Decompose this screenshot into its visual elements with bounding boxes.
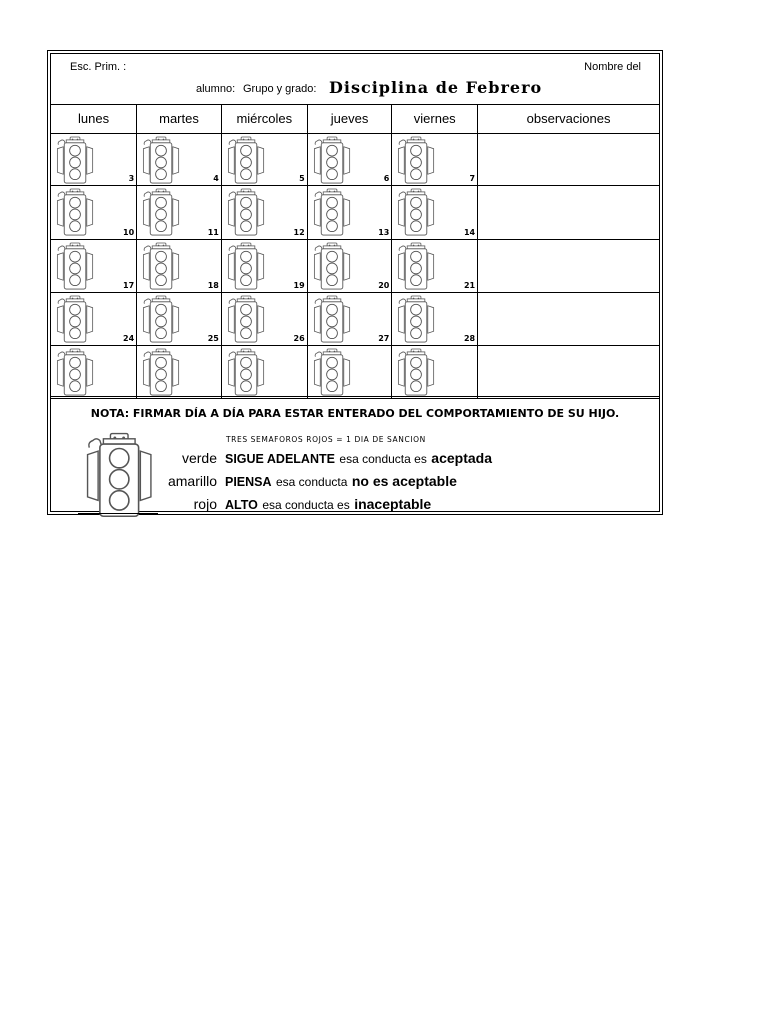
- day-cell[interactable]: [137, 346, 222, 399]
- day-cell[interactable]: [137, 240, 222, 293]
- day-number: 3: [128, 174, 135, 183]
- day-cell[interactable]: [51, 240, 137, 293]
- day-number: 18: [207, 281, 219, 290]
- observaciones-cell[interactable]: [478, 293, 659, 346]
- observaciones-cell[interactable]: [478, 134, 659, 186]
- traffic-light-icon: [225, 294, 269, 343]
- traffic-light-icon: [54, 294, 98, 343]
- esc-prim-label: Esc. Prim. :: [70, 61, 127, 73]
- traffic-light-icon: [395, 294, 439, 343]
- sheet-header: [51, 54, 659, 105]
- day-number: 17: [123, 281, 135, 290]
- legend-amarillo-color: amarillo: [167, 473, 217, 489]
- traffic-light-icon: [140, 135, 184, 184]
- legend-verde-text: SIGUE ADELANTE esa conducta es aceptada: [225, 450, 492, 466]
- day-number: 19: [293, 281, 305, 290]
- day-number: 6: [383, 174, 390, 183]
- day-cell[interactable]: [51, 346, 137, 399]
- day-cell[interactable]: [221, 134, 307, 186]
- grupo-grado-label: Grupo y grado:: [243, 83, 317, 95]
- traffic-light-icon: [311, 294, 355, 343]
- day-cell[interactable]: [392, 240, 478, 293]
- day-cell[interactable]: [392, 134, 478, 186]
- week-row: [51, 346, 659, 399]
- traffic-light-icon: [311, 347, 355, 396]
- day-number: 27: [378, 334, 390, 343]
- day-number: 20: [378, 281, 390, 290]
- page-title: Disciplina de Febrero: [329, 78, 543, 97]
- traffic-light-icon: [225, 187, 269, 236]
- day-cell[interactable]: [307, 186, 392, 240]
- alumno-label: alumno:: [196, 83, 236, 95]
- legend-amarillo-text: PIENSA esa conducta no es aceptable: [225, 473, 457, 489]
- week-row: [51, 293, 659, 346]
- day-cell[interactable]: [221, 293, 307, 346]
- column-header-row: [51, 104, 659, 134]
- day-number: 5: [299, 174, 305, 183]
- day-number: 25: [207, 334, 219, 343]
- day-number: 11: [207, 228, 219, 237]
- day-cell[interactable]: [392, 186, 478, 240]
- sancion-text: TRES SEMAFOROS ROJOS = 1 DIA DE SANCION: [226, 435, 426, 444]
- traffic-light-icon: [54, 187, 98, 236]
- day-cell[interactable]: [392, 293, 478, 346]
- calendar-table: [51, 104, 659, 399]
- traffic-light-icon: [140, 241, 184, 290]
- col-observaciones: observaciones: [478, 104, 659, 134]
- day-number: 28: [463, 334, 476, 343]
- traffic-light-icon: [54, 347, 98, 396]
- traffic-light-icon: [54, 241, 98, 290]
- day-cell[interactable]: [137, 293, 222, 346]
- discipline-sheet: [47, 50, 663, 515]
- legend-verde-color: verde: [181, 450, 217, 466]
- traffic-light-icon: [140, 347, 184, 396]
- day-cell[interactable]: [307, 346, 392, 399]
- traffic-light-icon: [225, 347, 269, 396]
- col-miercoles: miércoles: [221, 104, 307, 134]
- week-row: [51, 186, 659, 240]
- nota-text: NOTA: FIRMAR DÍA A DÍA PARA ESTAR ENTERADO DEL COMPORTAMIENTO DE SU HIJO.: [90, 407, 620, 420]
- sheet-inner-frame: [50, 53, 660, 512]
- traffic-light-icon: [395, 241, 439, 290]
- traffic-light-icon: [395, 187, 439, 236]
- traffic-light-icon: [225, 241, 269, 290]
- traffic-light-icon: [140, 294, 184, 343]
- day-number: 12: [293, 228, 305, 237]
- day-cell[interactable]: [307, 240, 392, 293]
- day-cell[interactable]: [307, 293, 392, 346]
- nombre-label: Nombre del: [584, 61, 641, 73]
- day-number: 26: [293, 334, 305, 343]
- traffic-light-icon: [311, 135, 355, 184]
- legend-rojo-text: ALTO esa conducta es inaceptable: [225, 496, 432, 512]
- col-martes: martes: [137, 104, 222, 134]
- day-cell[interactable]: [221, 186, 307, 240]
- day-number: 24: [123, 334, 135, 343]
- day-cell[interactable]: [51, 293, 137, 346]
- day-cell[interactable]: [51, 186, 137, 240]
- traffic-light-icon: [140, 187, 184, 236]
- day-number: 7: [469, 174, 476, 183]
- traffic-light-icon: [311, 187, 355, 236]
- observaciones-cell[interactable]: [478, 186, 659, 240]
- day-number: 21: [463, 281, 476, 290]
- traffic-light-icon: [311, 241, 355, 290]
- day-cell[interactable]: [221, 346, 307, 399]
- day-cell[interactable]: [307, 134, 392, 186]
- col-viernes: viernes: [392, 104, 478, 134]
- week-row: [51, 240, 659, 293]
- traffic-light-icon: [54, 135, 98, 184]
- day-cell[interactable]: [392, 346, 478, 399]
- col-lunes: lunes: [51, 104, 137, 134]
- day-cell[interactable]: [51, 134, 137, 186]
- day-cell[interactable]: [221, 240, 307, 293]
- day-cell[interactable]: [137, 134, 222, 186]
- day-cell[interactable]: [137, 186, 222, 240]
- observaciones-cell[interactable]: [478, 346, 659, 399]
- day-number: 14: [463, 228, 476, 237]
- col-jueves: jueves: [307, 104, 392, 134]
- day-number: 10: [123, 228, 135, 237]
- week-row: [51, 134, 659, 186]
- day-number: 4: [213, 174, 219, 183]
- traffic-light-icon: [395, 347, 439, 396]
- legend-rojo-color: rojo: [193, 496, 217, 512]
- traffic-light-icon: [395, 135, 439, 184]
- observaciones-cell[interactable]: [478, 240, 659, 293]
- day-number: 13: [378, 228, 390, 237]
- nota-section: [51, 396, 659, 511]
- traffic-light-icon: [225, 135, 269, 184]
